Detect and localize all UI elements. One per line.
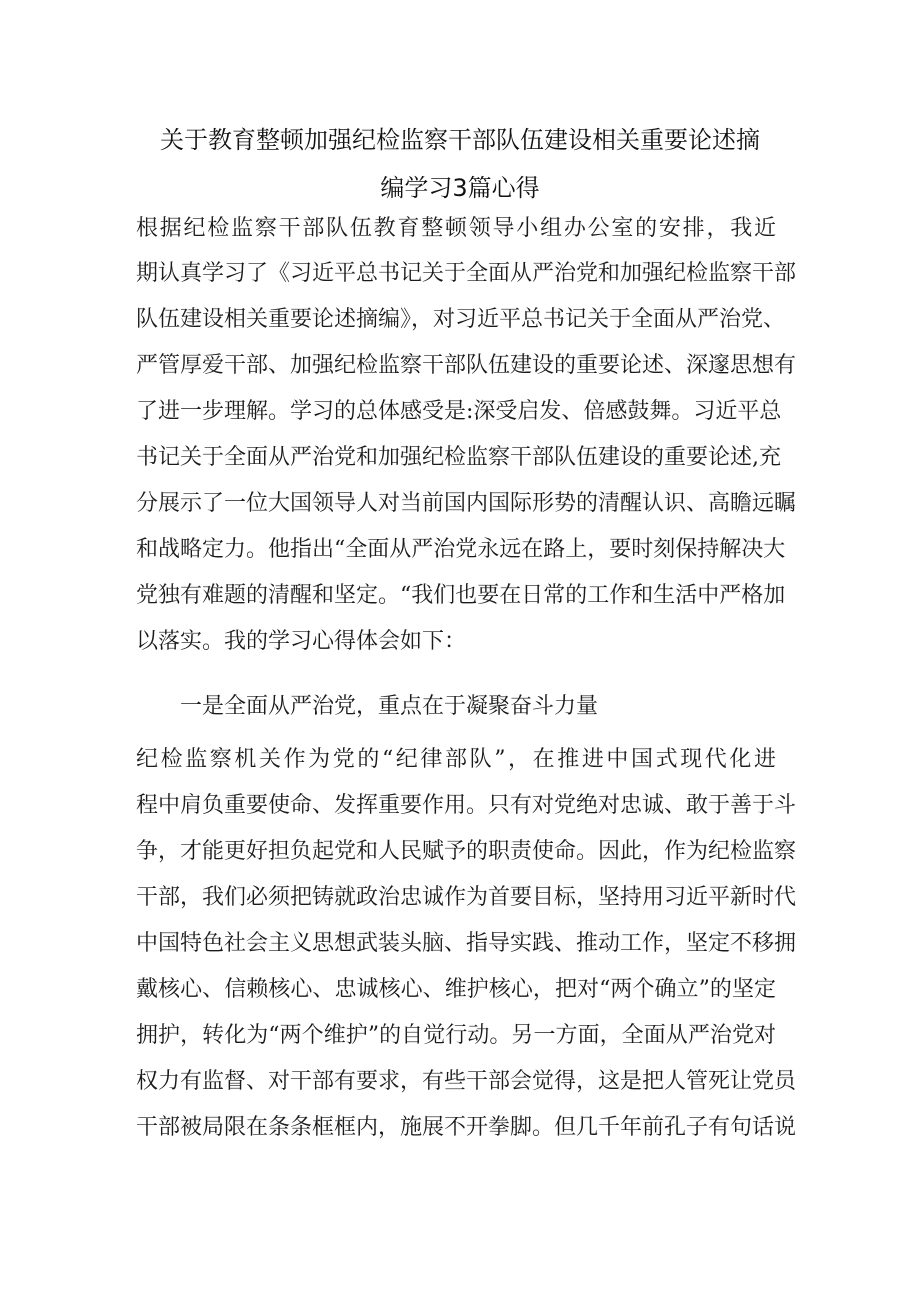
- paragraph-1-line: 了进一步理解。学习的总体感受是:深受启发、倍感鼓舞。习近平总: [136, 399, 782, 424]
- paragraph-1-line: 分展示了一位大国领导人对当前国内国际形势的清醒认识、高瞻远瞩: [136, 491, 797, 516]
- paragraph-1-line: 期认真学习了《习近平总书记关于全面从严治党和加强纪检监察干部: [136, 261, 797, 286]
- paragraph-1-line: 和战略定力。他指出“全面从严治党永远在路上，要时刻保持解决大: [136, 537, 786, 562]
- paragraph-2-line: 戴核心、信赖核心、忠诚核心、维护核心，把对“两个确立”的坚定: [136, 977, 776, 1002]
- section-heading: 一是全面从严治党，重点在于凝聚奋斗力量: [180, 694, 599, 719]
- paragraph-2-line: 干部被局限在条条框框内，施展不开拳脚。但几千年前孔子有句话说: [136, 1115, 797, 1140]
- paragraph-2-line: 纪检监察机关作为党的“纪律部队”，在推进中国式现代化进: [136, 747, 776, 772]
- paragraph-1-line: 书记关于全面从严治党和加强纪检监察干部队伍建设的重要论述,充: [136, 445, 781, 470]
- paragraph-2-line: 争，才能更好担负起党和人民赋予的职责使命。因此，作为纪检监察: [136, 839, 797, 864]
- paragraph-1-line: 队伍建设相关重要论述摘编》，对习近平总书记关于全面从严治党、: [136, 307, 786, 332]
- paragraph-1-line: 以落实。我的学习心得体会如下：: [136, 629, 467, 654]
- paragraph-1-line: 严管厚爱干部、加强纪检监察干部队伍建设的重要论述、深邃思想有: [136, 353, 797, 378]
- paragraph-2-line: 干部，我们必须把铸就政治忠诚作为首要目标，坚持用习近平新时代: [136, 885, 797, 910]
- paragraph-2-line: 拥护，转化为“两个维护”的自觉行动。另一方面，全面从严治党对: [136, 1023, 776, 1048]
- paragraph-1-line: 党独有难题的清醒和坚定。“我们也要在日常的工作和生活中严格加: [136, 583, 786, 608]
- paragraph-2-line: 权力有监督、对干部有要求，有些干部会觉得，这是把人管死让党员: [136, 1069, 797, 1094]
- document-title-line-1: 关于教育整顿加强纪检监察干部队伍建设相关重要论述摘: [160, 126, 760, 154]
- paragraph-2-line: 中国特色社会主义思想武装头脑、指导实践、推动工作，坚定不移拥: [136, 931, 797, 956]
- paragraph-2-line: 程中肩负重要使命、发挥重要作用。只有对党绝对忠诚、敢于善于斗: [136, 793, 797, 818]
- document-title-line-2: 编学习3篇心得: [380, 174, 540, 202]
- paragraph-1-line: 根据纪检监察干部队伍教育整顿领导小组办公室的安排，我近: [136, 216, 776, 241]
